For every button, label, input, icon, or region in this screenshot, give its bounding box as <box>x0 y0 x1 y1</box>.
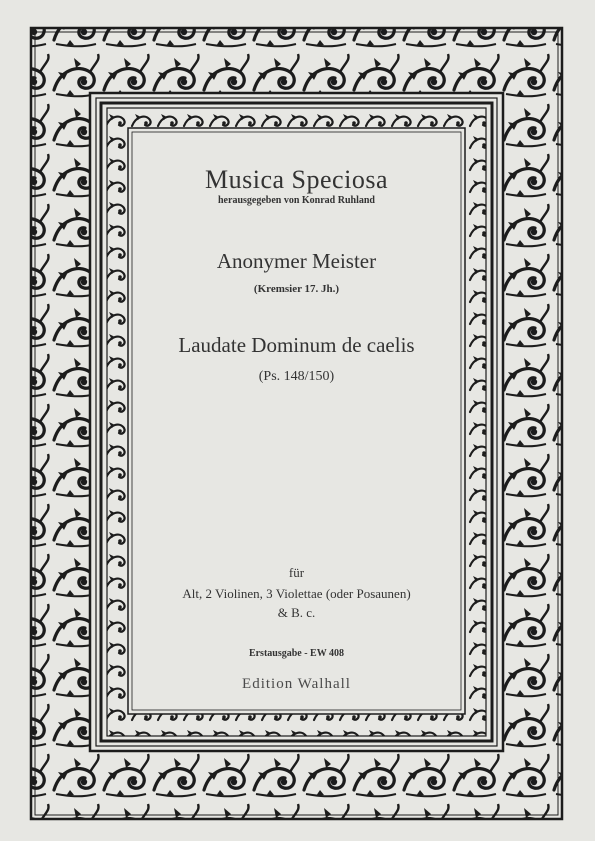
work-title: Laudate Dominum de caelis <box>178 333 415 357</box>
title-panel <box>133 133 460 707</box>
composer-name: Anonymer Meister <box>216 249 377 273</box>
source-note: (Kremsier 17. Jh.) <box>253 283 340 295</box>
scoring-line-1: Alt, 2 Violinen, 3 Violettae (oder Posaunen) <box>182 586 411 601</box>
psalm-reference: (Ps. 148/150) <box>258 369 335 384</box>
for-label: für <box>288 565 305 580</box>
editor-credit: herausgegeben von Konrad Ruhland <box>218 195 375 206</box>
publisher-name: Edition Walhall <box>242 676 351 692</box>
series-title: Musica Speciosa <box>205 165 388 194</box>
edition-number: Erstausgabe - EW 408 <box>248 648 345 659</box>
scoring-line-2: & B. c. <box>277 605 316 620</box>
